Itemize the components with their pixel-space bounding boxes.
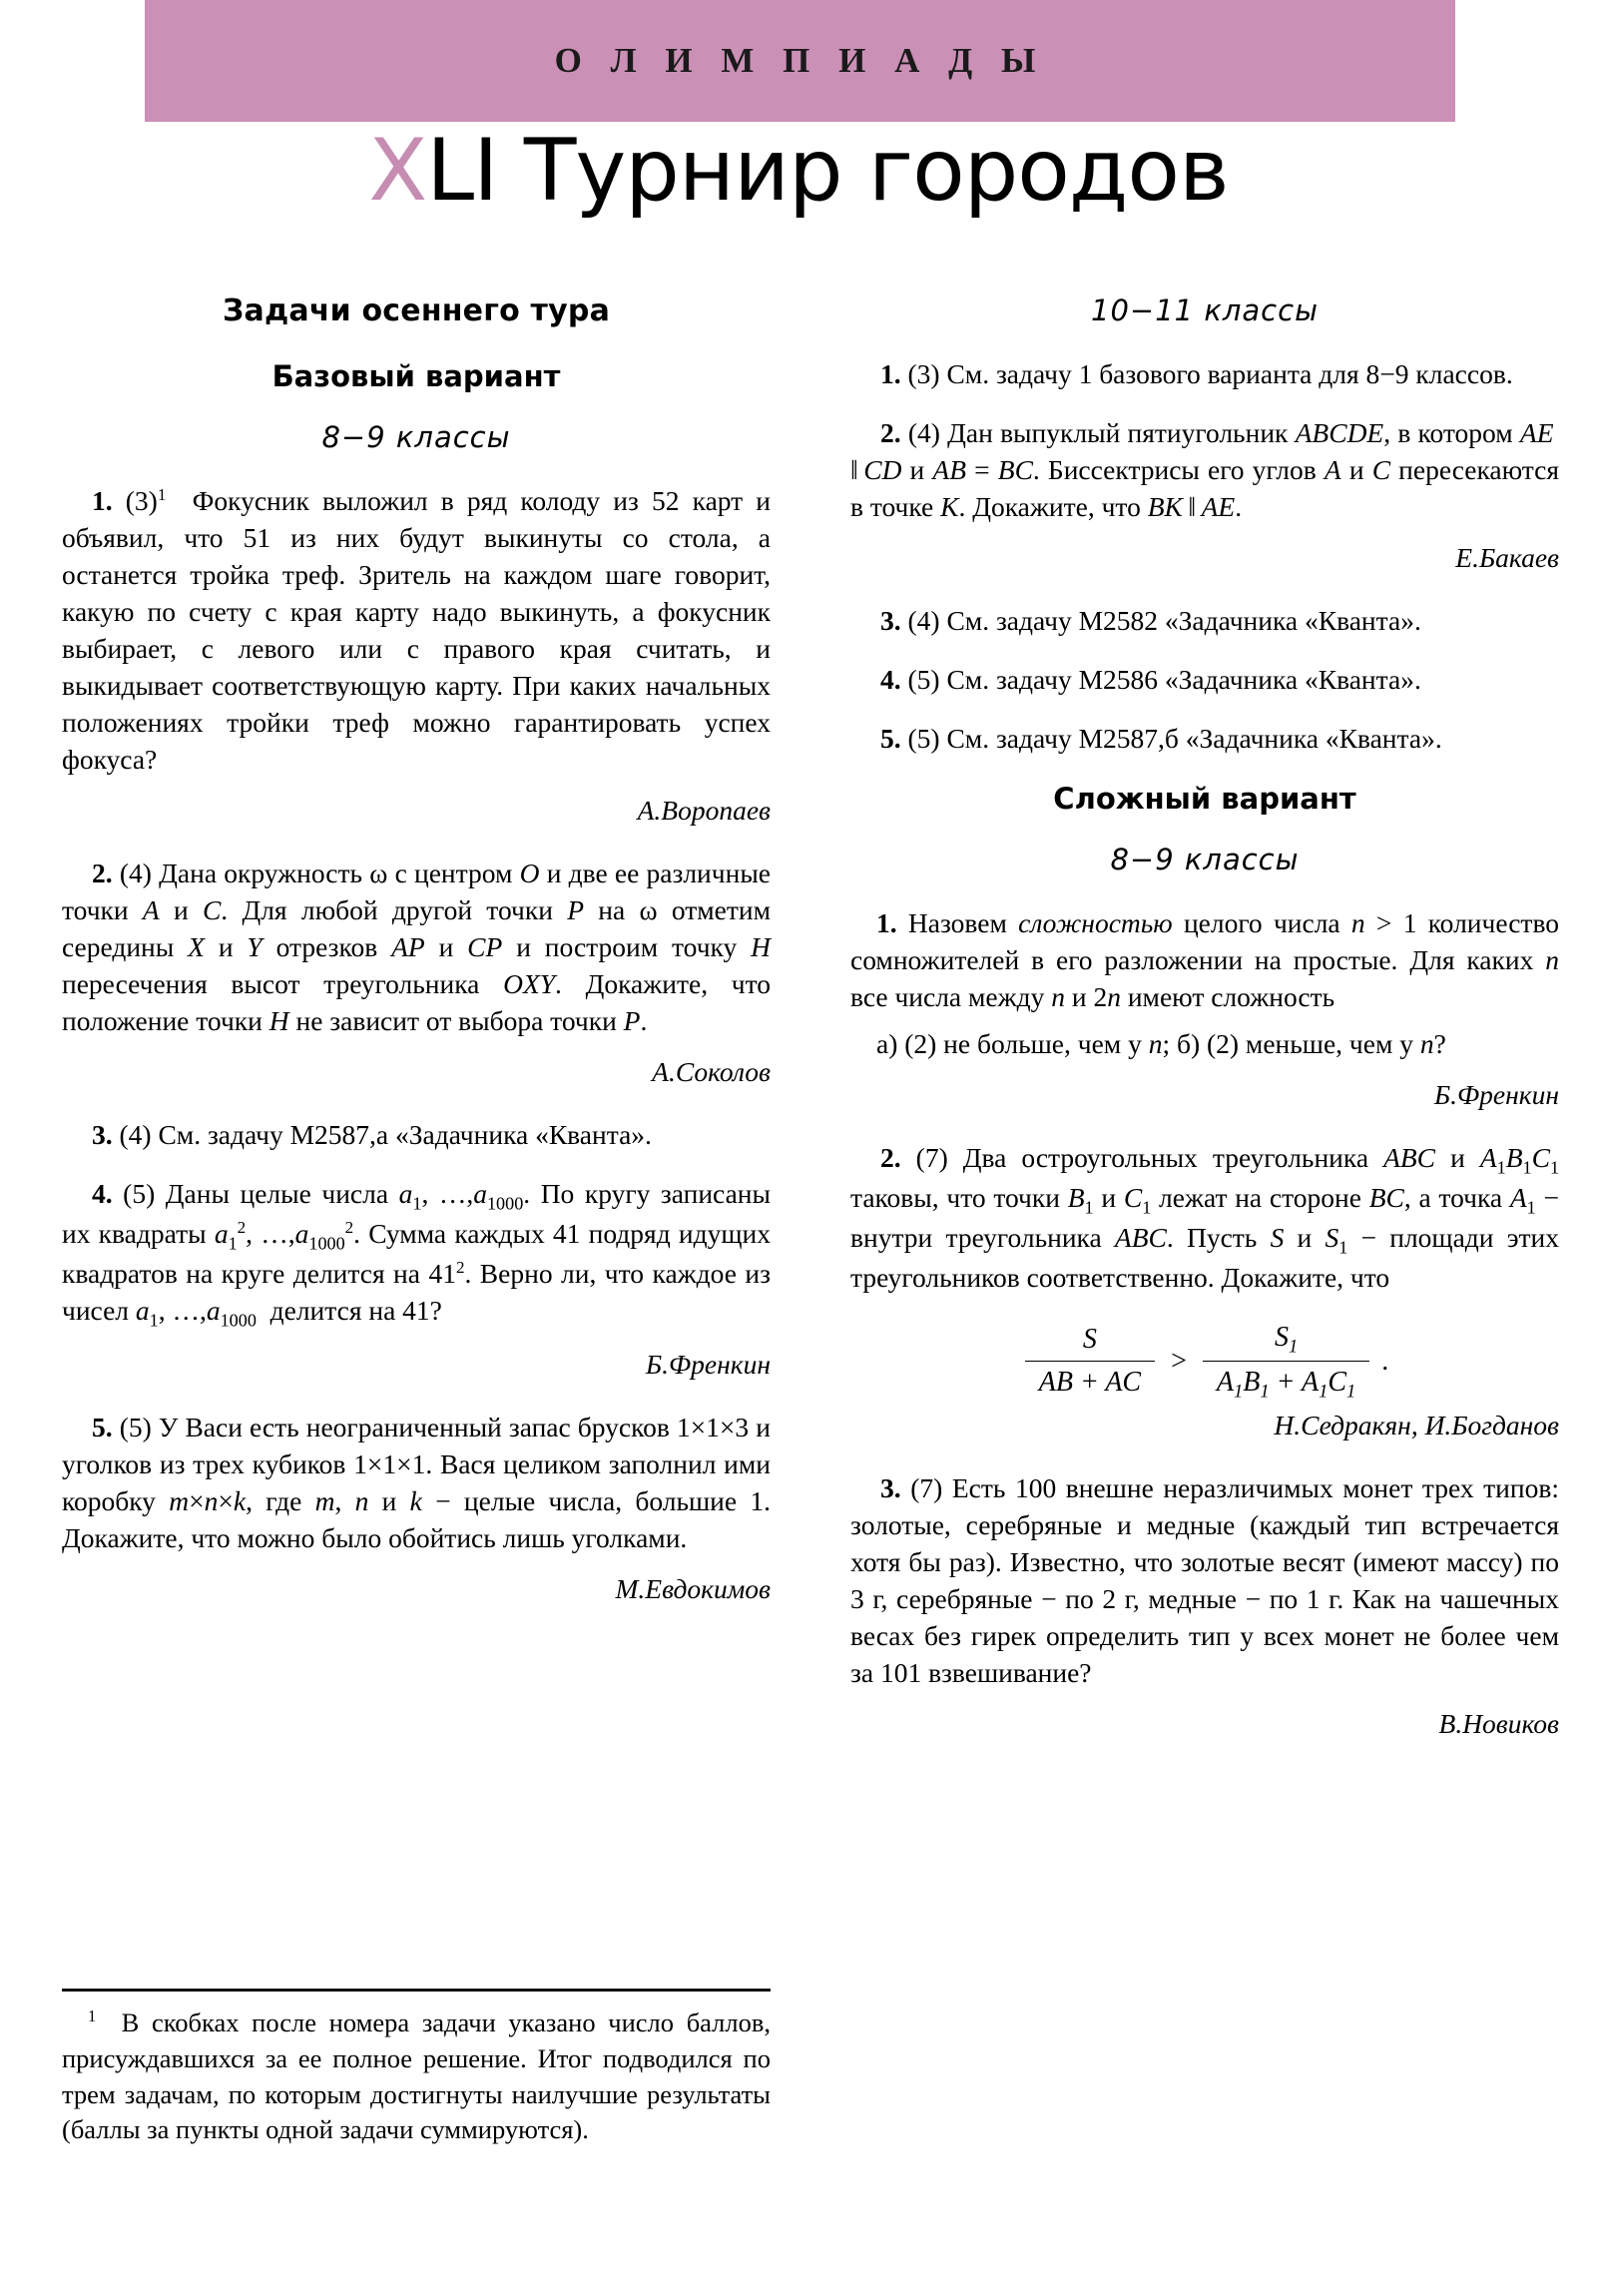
- banner-label: О Л И М П И А Д Ы: [554, 41, 1046, 80]
- problem-text: См. задачу 1 базового варианта для 8−9 классов.: [946, 358, 1513, 389]
- problem-text: Даны целые числа $a_1$, $\dots,a_{1000}$. По кругу записаны их квадраты $a_1^2$, $\dots,a_{1000}^2$. Сумма каждых 41 подряд идущих квадратов на круге делится на $41^2$. Верно ли, что каждое из чисел $a_1$, $\dots,a_{1000}$ делится на 41?: [62, 1178, 771, 1331]
- olympiad-banner: [145, 0, 1455, 122]
- grades-label-8-9: 8−9 классы: [321, 420, 511, 455]
- problem-author: Е.Бакаев: [1455, 541, 1559, 573]
- problem-number: 1.: [880, 358, 901, 389]
- problem-text: См. задачу М2582 «Задачника «Кванта».: [946, 604, 1421, 636]
- grades-label-10-11: 10−11 классы: [1091, 293, 1319, 327]
- fraction-right: [1203, 1319, 1369, 1405]
- problem-author: В.Новиков: [1438, 1708, 1559, 1740]
- problem-text: Дан выпуклый пятиугольник ABCDE, в котором AE ‖ CD и AB = BC. Биссектрисы его углов A и C пересекаются в точке K. Докажите, что BK ‖ AE.: [850, 416, 1560, 522]
- problem-number: 1.: [876, 906, 897, 938]
- problem-number: 3.: [92, 1119, 113, 1151]
- grades-label-8-9-hard: 8−9 классы: [1110, 842, 1300, 876]
- footnote-body: В скобках после номера задачи указано число баллов, присуждавшихся за ее полное решение. Итог подводился по трем задачам, по которым достигнуты наилучшие результаты (баллы за пункты одной задачи суммируются).: [62, 2008, 772, 2145]
- footnote-block: [62, 1989, 771, 2148]
- problem-author: М.Евдокимов: [615, 1572, 771, 1604]
- problem-points: (5): [123, 1178, 156, 1210]
- problem-item: [850, 356, 1559, 393]
- problem-text: См. задачу М2587,б «Задачника «Кванта».: [946, 722, 1442, 754]
- section-title-autumn-round: Задачи осеннего тура: [222, 293, 611, 328]
- problem-points: (7): [915, 1141, 948, 1173]
- problem-number: 3.: [880, 1472, 901, 1504]
- problem-item: [850, 721, 1559, 758]
- problem-author: А.Соколов: [652, 1056, 771, 1088]
- problem-points: (4): [907, 416, 940, 448]
- footnote-marker: 1: [157, 485, 167, 505]
- problem-number: 2.: [880, 416, 901, 448]
- problem-number: 2.: [880, 1141, 901, 1173]
- left-column: [62, 291, 771, 1634]
- problem-item: [850, 603, 1559, 640]
- problem-item: [850, 1470, 1559, 1692]
- problem-text: Есть 100 внешне неразличимых монет трех типов: золотые, серебряные и медные (каждый тип встречается хотя бы раз). Известно, что золотые весят (имеют массу) по 3 г, серебряные − по 2 г, медные − по 1 г. Как на чашечных весах без гирек определить тип у всех монет не более чем за 101 взвешивание?: [850, 1472, 1559, 1689]
- problem-number: 3.: [880, 604, 901, 636]
- problem-text: См. задачу М2587,а «Задачника «Кванта».: [158, 1119, 652, 1151]
- problem-text: См. задачу М2586 «Задачника «Кванта».: [946, 663, 1421, 695]
- problem-points: (3): [125, 485, 158, 517]
- problem-item: [850, 662, 1559, 699]
- formula-terminator: .: [1381, 1345, 1389, 1377]
- title-rest: LI Турнир городов: [426, 121, 1229, 221]
- problem-text: Фокусник выложил в ряд колоду из 52 карт и объявил, что 51 из них будут выкинуты со стола, а останется тройка треф. Зритель на каждом шаге говорит, какую по счету с края карту надо выкинуть, а фокусник выбирает, с левого или с правого края считать, и выкидывает соответствующую карту. При каких начальных положениях тройки треф можно гарантировать успех фокуса?: [62, 485, 772, 776]
- problem-item: [850, 1140, 1559, 1297]
- problem-item: [62, 1410, 771, 1557]
- problem-item: [62, 1176, 771, 1333]
- problem-author: А.Воропаев: [637, 795, 771, 827]
- title-accent-letter: X: [368, 121, 427, 221]
- problem-item: [62, 1117, 771, 1154]
- problem-author: Н.Седракян, И.Богданов: [1274, 1410, 1559, 1441]
- problem-points: (4): [119, 1119, 152, 1151]
- problem-number: 5.: [880, 722, 901, 754]
- problem-text: Два остроугольных треугольника ABC и $A_1B_1C_1$ таковы, что точки $B_1$ и $C_1$ лежат на стороне BC, а точка $A_1$ − внутри треугольника ABC. Пусть S и $S_1$ − площади этих треугольников соответственно. Докажите, что: [850, 1141, 1560, 1293]
- fraction-left: [1025, 1321, 1155, 1401]
- relation-greater-than: >: [1171, 1345, 1187, 1377]
- problem-item: [850, 415, 1559, 526]
- inequality-formula: [850, 1319, 1559, 1405]
- problem-author: Б.Френкин: [1433, 1078, 1559, 1110]
- problem-subparts: а) (2) не больше, чем у n; б) (2) меньше, чем у n?: [876, 1027, 1446, 1059]
- problem-text: У Васи есть неограниченный запас брусков 1×1×3 и уголков из трех кубиков 1×1×1. Вася целиком заполнил ими коробку m×n×k, где m, n и k − целые числа, большие 1. Докажите, что можно было обойтись лишь уголками.: [62, 1411, 771, 1553]
- problem-number: 5.: [92, 1411, 113, 1442]
- problem-number: 4.: [92, 1178, 113, 1210]
- problem-number: 4.: [880, 663, 901, 695]
- fraction-left-denominator: AB + AC: [1038, 1366, 1142, 1398]
- problem-points: (4): [119, 858, 152, 889]
- fraction-right-denominator: $A_1B_1 + A_1C_1$: [1216, 1366, 1356, 1402]
- fraction-left-numerator: S: [1082, 1324, 1097, 1356]
- problem-number: 1.: [92, 485, 113, 517]
- footnote-rule: [62, 1989, 771, 1992]
- right-column: [850, 291, 1559, 1769]
- problem-points: (5): [907, 663, 940, 695]
- problem-points: (3): [907, 358, 940, 389]
- problem-number: 2.: [92, 858, 113, 889]
- problem-item: [62, 483, 771, 779]
- problem-text: Дана окружность ω с центром O и две ее различные точки A и C. Для любой другой точки P на ω отметим середины X и Y отрезков AP и CP и построим точку H пересечения высот треугольника OXY. Докажите, что положение точки H не зависит от выбора точки P.: [62, 858, 771, 1037]
- variant-title-basic: Базовый вариант: [271, 359, 561, 394]
- problem-author: Б.Френкин: [645, 1348, 771, 1380]
- problem-points: (5): [907, 722, 940, 754]
- footnote-marker: 1: [88, 2007, 97, 2026]
- problem-points: (4): [907, 604, 940, 636]
- variant-title-hard: Сложный вариант: [1053, 781, 1356, 816]
- problem-item: [62, 856, 771, 1040]
- problem-item: [850, 905, 1559, 1016]
- page-title: [0, 121, 1597, 221]
- fraction-right-numerator: $S_1$: [1274, 1321, 1299, 1357]
- problem-points: (7): [910, 1472, 943, 1504]
- problem-points: (5): [119, 1411, 152, 1442]
- footnote-text: [62, 2006, 771, 2148]
- problem-text: Назовем сложностью целого числа n > 1 количество сомножителей в его разложении на простые. Для каких n все числа между n и 2n имеют сложность: [850, 906, 1560, 1012]
